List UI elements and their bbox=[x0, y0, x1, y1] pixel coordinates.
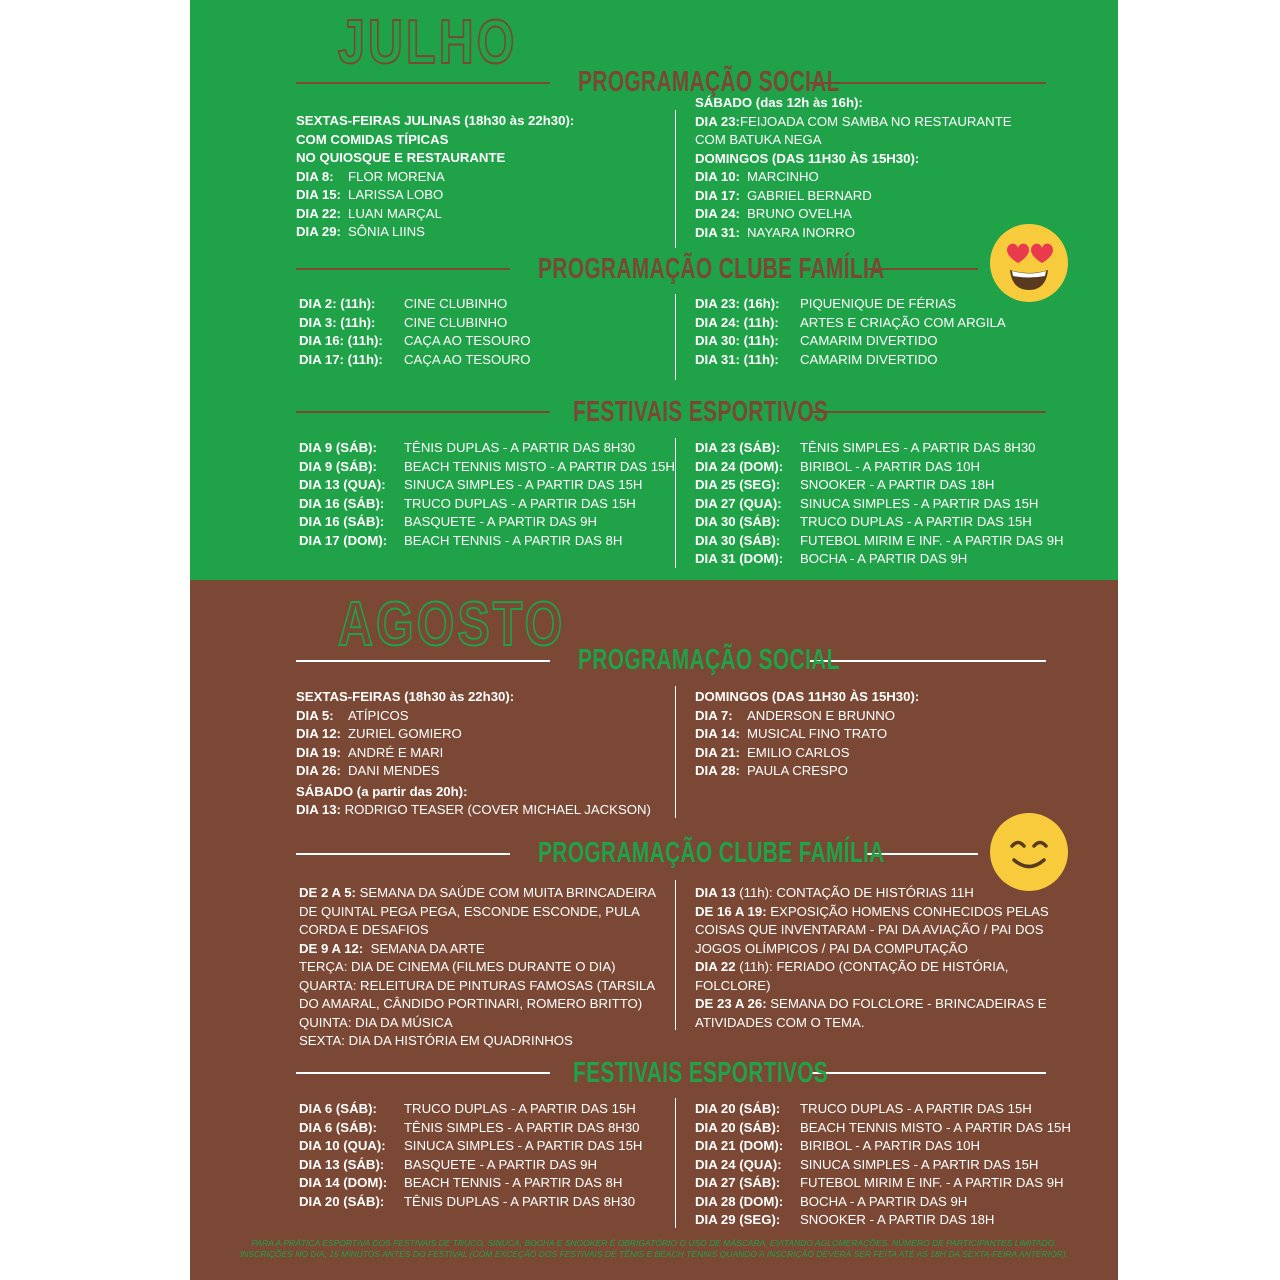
schedule-day-label: DIA 3: (11h): bbox=[299, 314, 376, 330]
activity-text: QUINTA: DIA DA MÚSICA bbox=[299, 1014, 453, 1030]
month-title-agosto: AGOSTO bbox=[338, 590, 566, 659]
schedule-event: LARISSA LOBO bbox=[348, 187, 444, 202]
schedule-row bbox=[695, 1100, 1071, 1119]
familia-left-column bbox=[299, 295, 531, 369]
schedule-day-label: DIA 21: bbox=[695, 744, 740, 760]
activity-list bbox=[695, 884, 1049, 1032]
schedule-row bbox=[695, 332, 1006, 351]
column-divider bbox=[675, 1098, 676, 1228]
schedule-day-label: DIA 31: (11h): bbox=[695, 351, 779, 367]
schedule-day-label: DIA 14: bbox=[695, 726, 740, 741]
section-rule-left bbox=[296, 268, 510, 270]
section-rule-left bbox=[296, 411, 550, 413]
schedule-event: SINUCA SIMPLES - A PARTIR DAS 15H bbox=[800, 495, 1039, 511]
schedule-event: LUAN MARÇAL bbox=[348, 205, 442, 221]
schedule-row bbox=[695, 295, 1006, 314]
social-sunday-header: DOMINGOS (DAS 11H30 ÀS 15H30): bbox=[695, 689, 920, 704]
schedule-row bbox=[695, 224, 1012, 243]
activity-line bbox=[695, 903, 1049, 922]
schedule-event: FUTEBOL MIRIM E INF. - A PARTIR DAS 9H bbox=[800, 532, 1064, 548]
activity-line bbox=[299, 1032, 656, 1051]
schedule-row bbox=[296, 725, 651, 744]
schedule-day-label: DIA 20 (SÁB): bbox=[299, 1193, 385, 1209]
schedule-day-label: DIA 16 (SÁB): bbox=[299, 495, 385, 511]
schedule-row bbox=[299, 351, 531, 370]
schedule-row bbox=[695, 495, 1064, 514]
esportivos-left-column bbox=[299, 1100, 642, 1211]
schedule-event: EMILIO CARLOS bbox=[747, 744, 850, 760]
schedule-event: SINUCA SIMPLES - A PARTIR DAS 15H bbox=[404, 1138, 643, 1153]
section-rule-left bbox=[296, 1072, 550, 1074]
schedule-day-label: DIA 29: bbox=[296, 224, 341, 239]
schedule-day-label: DIA 6 (SÁB): bbox=[299, 1119, 377, 1135]
schedule-day-label: DIA 30 (SÁB): bbox=[695, 532, 781, 548]
schedule-row bbox=[695, 725, 919, 744]
section-rule-right bbox=[810, 660, 1046, 662]
schedule-event: TÊNIS SIMPLES - A PARTIR DAS 8H30 bbox=[800, 440, 1036, 455]
schedule-row bbox=[299, 439, 675, 458]
schedule-row bbox=[299, 513, 675, 532]
activity-line bbox=[299, 921, 656, 940]
schedule-day-label: DIA 29 (SEG): bbox=[695, 1212, 781, 1227]
schedule-day-label: DIA 17: (11h): bbox=[299, 351, 383, 367]
schedule-event: FEIJOADA COM SAMBA NO RESTAURANTE bbox=[739, 113, 1012, 129]
schedule-day-label: DIA 23 (SÁB): bbox=[695, 440, 781, 455]
schedule-day-label: DIA 2: (11h): bbox=[299, 296, 376, 311]
schedule-day-label: DIA 20 (SÁB): bbox=[695, 1119, 781, 1135]
esportivos-right-column bbox=[695, 1100, 1071, 1230]
schedule-row bbox=[695, 1174, 1071, 1193]
schedule-event: BEACH TENNIS MISTO - A PARTIR DAS 15H bbox=[404, 458, 675, 474]
schedule-day-label: DIA 24 (QUA): bbox=[695, 1156, 782, 1172]
schedule-list bbox=[695, 168, 1012, 242]
schedule-event: SNOOKER - A PARTIR DAS 18H bbox=[800, 1212, 995, 1227]
schedule-event: PIQUENIQUE DE FÉRIAS bbox=[800, 296, 957, 311]
schedule-row bbox=[695, 707, 919, 726]
schedule-event: DANI MENDES bbox=[348, 763, 440, 778]
activity-text: ATIVIDADES COM O TEMA. bbox=[695, 1014, 865, 1030]
activity-text: DO AMARAL, CÂNDIDO PORTINARI, ROMERO BRITTO) bbox=[299, 996, 643, 1011]
schedule-row bbox=[296, 223, 574, 242]
activity-text: JOGOS OLÍMPICOS / PAI DA COMPUTAÇÃO bbox=[695, 940, 968, 956]
social-saturday-header: SÁBADO (a partir das 20h): bbox=[296, 783, 468, 799]
schedule-event: BOCHA - A PARTIR DAS 9H bbox=[800, 551, 968, 566]
schedule-row bbox=[695, 476, 1064, 495]
schedule-day-label: DIA 24: (11h): bbox=[695, 314, 779, 330]
schedule-event: CINE CLUBINHO bbox=[404, 296, 508, 311]
section-title-familia: PROGRAMAÇÃO CLUBE FAMÍLIA bbox=[538, 253, 885, 285]
activity-line bbox=[299, 1014, 656, 1033]
schedule-list bbox=[299, 295, 531, 369]
schedule-row bbox=[299, 532, 675, 551]
social-friday-header: SEXTAS-FEIRAS (18h30 às 22h30): bbox=[296, 689, 515, 704]
schedule-row bbox=[695, 1119, 1071, 1138]
schedule-day-label: DIA 6 (SÁB): bbox=[299, 1101, 377, 1116]
schedule-list bbox=[695, 1100, 1071, 1230]
schedule-event: TRUCO DUPLAS - A PARTIR DAS 15H bbox=[404, 1101, 636, 1116]
activity-line bbox=[299, 977, 656, 996]
section-title-esportivos: FESTIVAIS ESPORTIVOS bbox=[573, 396, 829, 428]
schedule-day-label: DIA 30 (SÁB): bbox=[695, 514, 781, 529]
schedule-row bbox=[299, 1156, 642, 1175]
schedule-day-label: DIA 10: bbox=[695, 169, 740, 184]
schedule-day-label: DIA 8: bbox=[296, 168, 334, 184]
schedule-event: ZURIEL GOMIERO bbox=[348, 726, 462, 741]
schedule-row bbox=[299, 1119, 642, 1138]
schedule-row bbox=[695, 550, 1064, 569]
schedule-row bbox=[695, 762, 919, 781]
activity-text: SEXTA: DIA DA HISTÓRIA EM QUADRINHOS bbox=[299, 1033, 573, 1048]
schedule-event: BASQUETE - A PARTIR DAS 9H bbox=[404, 514, 597, 529]
activity-list bbox=[299, 884, 656, 1051]
social-saturday-header: SÁBADO (das 12h às 16h): bbox=[695, 95, 863, 110]
schedule-event: GABRIEL BERNARD bbox=[747, 187, 872, 203]
activity-text: FOLCLORE) bbox=[695, 977, 771, 993]
activity-text: TERÇA: DIA DE CINEMA (FILMES DURANTE O DIA) bbox=[299, 959, 616, 974]
column-divider bbox=[675, 438, 676, 568]
schedule-list bbox=[695, 707, 919, 781]
schedule-list bbox=[299, 439, 675, 550]
schedule-row bbox=[695, 314, 1006, 333]
schedule-event: TÊNIS SIMPLES - A PARTIR DAS 8H30 bbox=[404, 1119, 640, 1135]
schedule-event: MUSICAL FINO TRATO bbox=[747, 726, 888, 741]
schedule-event: TRUCO DUPLAS - A PARTIR DAS 15H bbox=[404, 495, 636, 511]
schedule-row bbox=[695, 1211, 1071, 1230]
schedule-day-label: DIA 21 (DOM): bbox=[695, 1138, 784, 1153]
schedule-day-label: DIA 27 (QUA): bbox=[695, 495, 782, 511]
section-rule-left bbox=[296, 660, 550, 662]
schedule-event: FLOR MORENA bbox=[348, 168, 445, 184]
schedule-event: ATÍPICOS bbox=[348, 707, 409, 723]
social-left-column bbox=[296, 112, 574, 242]
schedule-row bbox=[695, 168, 1012, 187]
schedule-day-label: DIA 22: bbox=[296, 205, 341, 221]
schedule-row bbox=[695, 1156, 1071, 1175]
schedule-list bbox=[695, 439, 1064, 569]
schedule-row bbox=[695, 205, 1012, 224]
section-rule-left bbox=[296, 853, 510, 855]
column-divider bbox=[675, 110, 676, 248]
social-left-column bbox=[296, 688, 651, 820]
schedule-day-label: DIA 13 (SÁB): bbox=[299, 1156, 385, 1172]
schedule-day-label: DIA 28 (DOM): bbox=[695, 1193, 784, 1209]
schedule-row bbox=[695, 187, 1012, 206]
schedule-day-label: DIA 16: (11h): bbox=[299, 333, 383, 348]
schedule-day-label: DIA 31: bbox=[695, 224, 740, 240]
schedule-event: SINUCA SIMPLES - A PARTIR DAS 15H bbox=[404, 477, 643, 492]
social-friday-subheader: COM COMIDAS TÍPICAS bbox=[296, 131, 449, 147]
schedule-day-label: DIA 24: bbox=[695, 206, 740, 221]
schedule-day-label: DIA 13 (QUA): bbox=[299, 477, 386, 492]
schedule-day-label: DIA 16 (SÁB): bbox=[299, 514, 385, 529]
activity-date: DE 23 A 26: bbox=[695, 996, 767, 1011]
activity-date: DIA 13 bbox=[695, 885, 736, 900]
schedule-list bbox=[695, 295, 1006, 369]
activity-line bbox=[695, 940, 1049, 959]
schedule-day-label: DIA 14 (DOM): bbox=[299, 1175, 388, 1190]
activity-date: DE 16 A 19: bbox=[695, 903, 767, 919]
schedule-row bbox=[296, 744, 651, 763]
schedule-row bbox=[296, 186, 574, 205]
schedule-day-label: DIA 9 (SÁB): bbox=[299, 458, 377, 474]
schedule-day-label: DIA 9 (SÁB): bbox=[299, 440, 377, 455]
footnote-line-2: INSCRIÇÕES NO DIA, 15 MINUTOS ANTES DO FESTIVAL (COM EXCEÇÃO DOS FESTIVAIS DE TÊNIS E BEACH TENNIS QUANDO A INSCRIÇÃO DEVERÁ SER FEITA ATÉ AS 18H DA SEXTA-FEIRA ANTERIOR). bbox=[239, 1249, 1069, 1259]
schedule-event: BEACH TENNIS - A PARTIR DAS 8H bbox=[404, 532, 623, 548]
schedule-row bbox=[299, 495, 675, 514]
schedule-row bbox=[299, 476, 675, 495]
schedule-event-continued: COM BATUKA NEGA bbox=[695, 132, 822, 147]
schedule-event: CAÇA AO TESOURO bbox=[404, 351, 531, 367]
schedule-day-label: DIA 17: bbox=[695, 187, 740, 203]
section-title-esportivos: FESTIVAIS ESPORTIVOS bbox=[573, 1057, 829, 1089]
schedule-day-label: DIA 27 (SÁB): bbox=[695, 1175, 781, 1190]
activity-line bbox=[695, 958, 1049, 977]
schedule-event: ANDRÉ E MARI bbox=[348, 744, 444, 760]
agosto-panel bbox=[190, 580, 1118, 1280]
schedule-event: TÊNIS DUPLAS - A PARTIR DAS 8H30 bbox=[404, 1193, 636, 1209]
social-friday-header: SEXTAS-FEIRAS JULINAS (18h30 às 22h30): bbox=[296, 113, 575, 128]
schedule-day-label: DIA 23: (16h): bbox=[695, 296, 780, 311]
activity-line bbox=[299, 995, 656, 1014]
schedule-row bbox=[299, 1100, 642, 1119]
schedule-row bbox=[695, 513, 1064, 532]
schedule-row bbox=[299, 1174, 642, 1193]
schedule-event: CAMARIM DIVERTIDO bbox=[800, 333, 938, 348]
schedule-event: BASQUETE - A PARTIR DAS 9H bbox=[404, 1156, 597, 1172]
schedule-row bbox=[296, 762, 651, 781]
schedule-event: ARTES E CRIAÇÃO COM ARGILA bbox=[800, 314, 1006, 330]
schedule-row bbox=[299, 458, 675, 477]
schedule-event: CAÇA AO TESOURO bbox=[404, 333, 531, 348]
column-divider bbox=[675, 880, 676, 1030]
section-title-social: PROGRAMAÇÃO SOCIAL bbox=[578, 644, 840, 676]
schedule-day-label: DIA 30: (11h): bbox=[695, 333, 779, 348]
schedule-row bbox=[296, 801, 651, 820]
schedule-event: BIRIBOL - A PARTIR DAS 10H bbox=[800, 458, 981, 474]
activity-text: (11h): CONTAÇÃO DE HISTÓRIAS 11H bbox=[735, 885, 974, 900]
schedule-event: FUTEBOL MIRIM E INF. - A PARTIR DAS 9H bbox=[800, 1175, 1064, 1190]
activity-line bbox=[299, 958, 656, 977]
activity-text: COISAS QUE INVENTARAM - PAI DA AVIAÇÃO / PAI DOS bbox=[695, 922, 1044, 937]
activity-text: SEMANA DO FOLCLORE - BRINCADEIRAS E bbox=[766, 996, 1047, 1011]
schedule-event: TRUCO DUPLAS - A PARTIR DAS 15H bbox=[800, 1101, 1032, 1116]
schedule-day-label: DIA 31 (DOM): bbox=[695, 551, 784, 566]
schedule-list bbox=[296, 168, 574, 242]
julho-panel bbox=[190, 0, 1118, 580]
activity-text: DE QUINTAL PEGA PEGA, ESCONDE ESCONDE, PULA bbox=[299, 903, 640, 919]
schedule-row bbox=[695, 532, 1064, 551]
column-divider bbox=[675, 294, 676, 380]
schedule-row bbox=[695, 1193, 1071, 1212]
column-divider bbox=[675, 686, 676, 818]
activity-text: QUARTA: RELEITURA DE PINTURAS FAMOSAS (TARSILA bbox=[299, 977, 656, 993]
heart-eyes-emoji-icon bbox=[990, 224, 1068, 302]
social-friday-subheader: NO QUIOSQUE E RESTAURANTE bbox=[296, 150, 506, 165]
schedule-row bbox=[299, 295, 531, 314]
schedule-event: SNOOKER - A PARTIR DAS 18H bbox=[800, 477, 995, 492]
familia-right-column bbox=[695, 295, 1006, 369]
activity-date: DIA 22 bbox=[695, 959, 736, 974]
familia-right-column bbox=[695, 884, 1049, 1032]
section-rule-right bbox=[810, 1072, 1046, 1074]
familia-left-column bbox=[299, 884, 656, 1051]
schedule-row bbox=[695, 113, 1012, 132]
schedule-day-label: DIA 12: bbox=[296, 726, 341, 741]
schedule-event: BIRIBOL - A PARTIR DAS 10H bbox=[800, 1138, 981, 1153]
schedule-day-label: DIA 19: bbox=[296, 744, 341, 760]
schedule-day-label: DIA 20 (SÁB): bbox=[695, 1101, 781, 1116]
schedule-event: BEACH TENNIS - A PARTIR DAS 8H bbox=[404, 1175, 623, 1190]
activity-line bbox=[299, 940, 656, 959]
schedule-day-label: DIA 13: bbox=[296, 802, 341, 817]
schedule-event: PAULA CRESPO bbox=[747, 763, 848, 778]
schedule-day-label: DIA 23: bbox=[695, 113, 740, 129]
schedule-day-label: DIA 26: bbox=[296, 763, 341, 778]
schedule-event: SÔNIA LIINS bbox=[348, 224, 425, 239]
activity-text: CORDA E DESAFIOS bbox=[299, 922, 429, 937]
schedule-event: NAYARA INORRO bbox=[747, 224, 855, 240]
schedule-event: MARCINHO bbox=[747, 169, 819, 184]
activity-date: DE 2 A 5: bbox=[299, 885, 356, 900]
activity-text: EXPOSIÇÃO HOMENS CONHECIDOS PELAS bbox=[766, 903, 1049, 919]
activity-line bbox=[695, 1014, 1049, 1033]
schedule-day-label: DIA 5: bbox=[296, 707, 334, 723]
section-rule-left bbox=[296, 82, 550, 84]
social-sunday-header: DOMINGOS (DAS 11H30 ÀS 15H30): bbox=[695, 150, 920, 166]
schedule-event: BOCHA - A PARTIR DAS 9H bbox=[800, 1193, 968, 1209]
schedule-event: BRUNO OVELHA bbox=[747, 206, 852, 221]
schedule-day-label: DIA 28: bbox=[695, 763, 740, 778]
activity-text: SEMANA DA SAÚDE COM MUITA BRINCADEIRA bbox=[355, 885, 657, 900]
activity-text: (11h): FERIADO (CONTAÇÃO DE HISTÓRIA, bbox=[735, 959, 1009, 974]
social-right-column bbox=[695, 94, 1012, 242]
schedule-row bbox=[695, 1137, 1071, 1156]
activity-line bbox=[695, 995, 1049, 1014]
schedule-event: TÊNIS DUPLAS - A PARTIR DAS 8H30 bbox=[404, 440, 636, 455]
schedule-day-label: DIA 24 (DOM): bbox=[695, 458, 784, 474]
schedule-row bbox=[296, 205, 574, 224]
section-title-familia: PROGRAMAÇÃO CLUBE FAMÍLIA bbox=[538, 837, 885, 869]
activity-date: DE 9 A 12: bbox=[299, 940, 364, 956]
schedule-day-label: DIA 17 (DOM): bbox=[299, 532, 388, 548]
schedule-event: CAMARIM DIVERTIDO bbox=[800, 351, 938, 367]
activity-text: SEMANA DA ARTE bbox=[363, 940, 485, 956]
smiling-emoji-icon bbox=[990, 813, 1068, 891]
schedule-row bbox=[299, 1193, 642, 1212]
esportivos-right-column bbox=[695, 439, 1064, 569]
schedule-row bbox=[299, 314, 531, 333]
schedule-row bbox=[695, 351, 1006, 370]
footnote-line-1: PARA A PRÁTICA ESPORTIVA DOS FESTIVAIS DE TRUCO, SINUCA, BOCHA E SNOOKER É OBRIGATÓRIO O USO DE MÁSCARA, EVITANDO AGLOMERAÇÕES. NÚMERO DE PARTICIPANTES LIMITADO. bbox=[251, 1238, 1057, 1248]
schedule-day-label: DIA 25 (SEG): bbox=[695, 477, 781, 492]
esportivos-left-column bbox=[299, 439, 675, 550]
schedule-row bbox=[296, 168, 574, 187]
schedule-event: RODRIGO TEASER (COVER MICHAEL JACKSON) bbox=[344, 802, 651, 817]
schedule-row bbox=[695, 458, 1064, 477]
social-right-column bbox=[695, 688, 919, 781]
schedule-day-label: DIA 15: bbox=[296, 187, 341, 202]
schedule-event: BEACH TENNIS MISTO - A PARTIR DAS 15H bbox=[800, 1119, 1071, 1135]
schedule-list bbox=[296, 707, 651, 781]
activity-line bbox=[299, 903, 656, 922]
section-rule-right bbox=[810, 82, 1046, 84]
schedule-event: TRUCO DUPLAS - A PARTIR DAS 15H bbox=[800, 514, 1032, 529]
schedule-row bbox=[299, 1137, 642, 1156]
schedule-event: ANDERSON E BRUNNO bbox=[747, 707, 896, 723]
schedule-row bbox=[299, 332, 531, 351]
activity-line bbox=[695, 977, 1049, 996]
schedule-day-label: DIA 7: bbox=[695, 707, 733, 723]
activity-line bbox=[695, 921, 1049, 940]
schedule-event: CINE CLUBINHO bbox=[404, 314, 508, 330]
section-rule-right bbox=[810, 411, 1046, 413]
section-title-social: PROGRAMAÇÃO SOCIAL bbox=[578, 66, 840, 98]
schedule-event: SINUCA SIMPLES - A PARTIR DAS 15H bbox=[800, 1156, 1039, 1172]
schedule-row bbox=[296, 707, 651, 726]
schedule-row bbox=[695, 439, 1064, 458]
month-title-julho: JULHO bbox=[338, 8, 518, 77]
schedule-list bbox=[299, 1100, 642, 1211]
schedule-day-label: DIA 10 (QUA): bbox=[299, 1138, 386, 1153]
activity-line bbox=[299, 884, 656, 903]
schedule-row bbox=[695, 744, 919, 763]
